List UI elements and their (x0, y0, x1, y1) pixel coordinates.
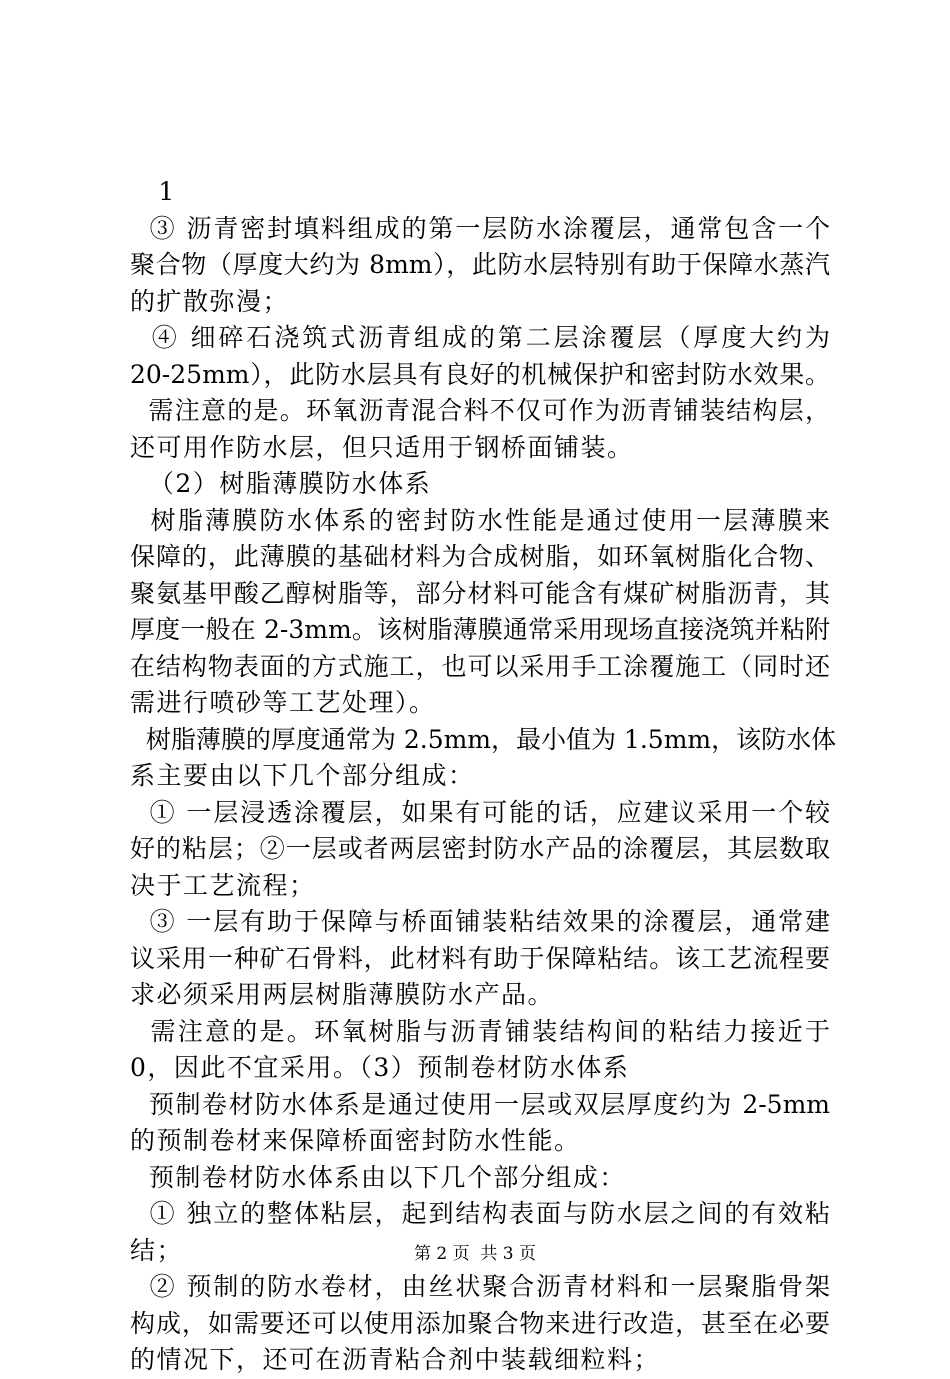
text-line: 在结构物表面的方式施工，也可以采用手工涂覆施工（同时还 (130, 651, 830, 681)
text-line: 预制卷材防水体系是通过使用一层或双层厚度约为 2-5mm (130, 1089, 830, 1119)
text-line: 树脂薄膜的厚度通常为 2.5mm，最小值为 1.5mm，该防水体 (130, 724, 837, 754)
text-line: 求必须采用两层树脂薄膜防水产品。 (130, 980, 555, 1009)
section-heading: （2）树脂薄膜防水体系 (130, 469, 432, 498)
text-line: ① 一层浸透涂覆层，如果有可能的话，应建议采用一个较 (130, 797, 830, 827)
text-line: 聚氨基甲酸乙醇树脂等，部分材料可能含有煤矿树脂沥青，其 (130, 578, 830, 608)
document-body (130, 174, 837, 1379)
text-line: 的情况下，还可在沥青粘合剂中装载细粒料； (130, 1345, 661, 1374)
text-line: 的扩散弥漫； (130, 286, 290, 316)
text-line: 好的粘层；②一层或者两层密封防水产品的涂覆层，其层数取 (130, 834, 830, 863)
text-line: 还可用作防水层，但只适用于钢桥面铺装。 (130, 432, 634, 462)
text-line: 预制卷材防水体系由以下几个部分组成： (130, 1162, 626, 1192)
text-line: 保障的，此薄膜的基础材料为合成树脂，如环氧树脂化合物、 (130, 542, 830, 571)
page-number: 第 2 页 共 3 页 (413, 1244, 537, 1264)
text-line: 的预制卷材来保障桥面密封防水性能。 (130, 1126, 581, 1155)
text-line: 需注意的是。环氧沥青混合料不仅可作为沥青铺装结构层， (130, 396, 830, 425)
text-line: 树脂薄膜防水体系的密封防水性能是通过使用一层薄膜来 (130, 505, 830, 535)
text-line: 决于工艺流程； (130, 870, 316, 900)
text-line: 厚度一般在 2-3mm。该树脂薄膜通常采用现场直接浇筑并粘附 (130, 615, 830, 644)
text-line: ③ 一层有助于保障与桥面铺装粘结效果的涂覆层，通常建 (130, 907, 830, 936)
text-line: 议采用一种矿石骨料，此材料有助于保障粘结。该工艺流程要 (130, 943, 830, 973)
text-line: ① 独立的整体粘层，起到结构表面与防水层之间的有效粘 (130, 1199, 830, 1228)
text-line: 0，因此不宜采用。（3）预制卷材防水体系 (130, 1053, 630, 1082)
page-footer (0, 1243, 950, 1265)
text-line: ④ 细碎石浇筑式沥青组成的第二层涂覆层（厚度大约为 (130, 323, 830, 352)
text-line: 系主要由以下几个部分组成： (130, 761, 475, 790)
text-line: 1 (130, 177, 176, 206)
text-line: ③ 沥青密封填料组成的第一层防水涂覆层，通常包含一个 (130, 213, 830, 243)
text-line: 结； (130, 1235, 184, 1265)
text-line: 构成，如需要还可以使用添加聚合物来进行改造，甚至在必要 (130, 1308, 830, 1338)
text-line: ② 预制的防水卷材，由丝状聚合沥青材料和一层聚脂骨架 (130, 1272, 830, 1301)
text-line: 20-25mm），此防水层具有良好的机械保护和密封防水效果。 (130, 359, 830, 389)
text-line: 需注意的是。环氧树脂与沥青铺装结构间的粘结力接近于 (130, 1016, 830, 1046)
text-line: 需进行喷砂等工艺处理）。 (130, 688, 436, 717)
text-line: 聚合物（厚度大约为 8mm），此防水层特别有助于保障水蒸汽 (130, 250, 830, 279)
